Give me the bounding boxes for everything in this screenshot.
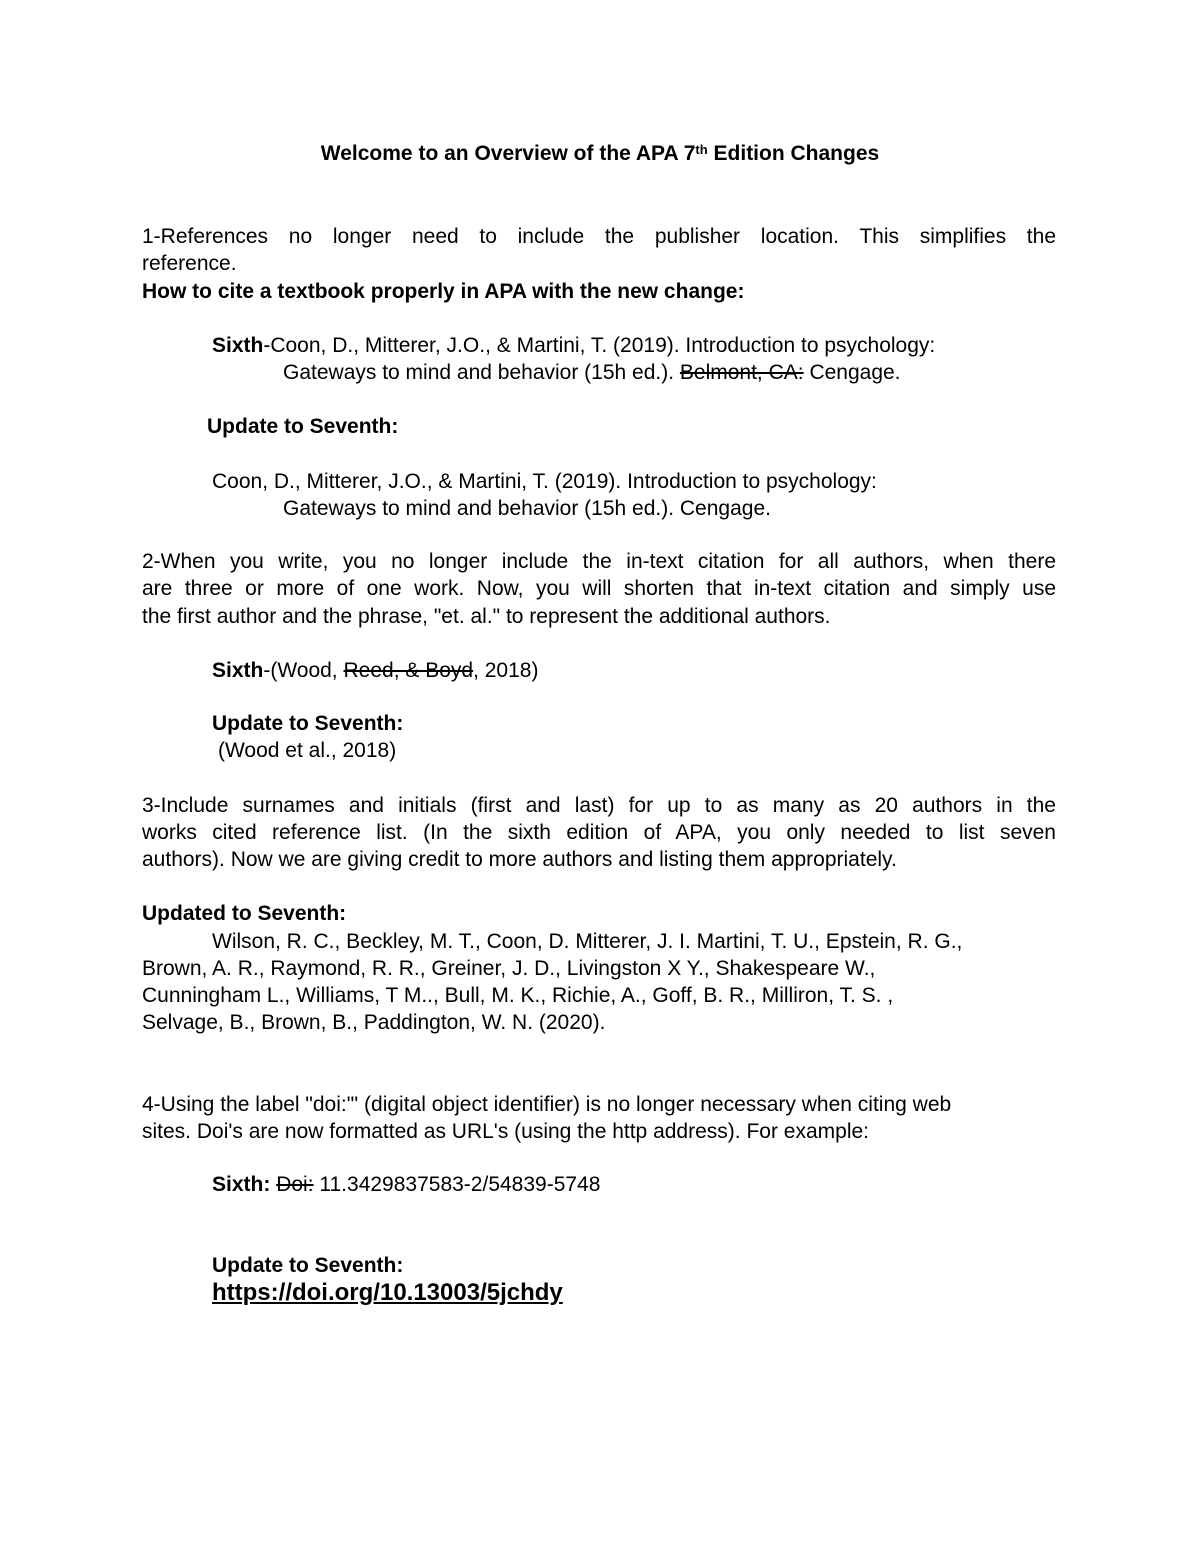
section2-seventh-example: (Wood et al., 2018) bbox=[218, 739, 397, 762]
struck-authors: Reed, & Boyd bbox=[343, 659, 474, 682]
section2-line2: are three or more of one work. Now, you will shorten that in-text citation and simply use bbox=[142, 577, 1056, 600]
section3-reference-line4: Selvage, B., Brown, B., Paddington, W. N. (2020). bbox=[142, 1011, 606, 1034]
title-superscript: th bbox=[695, 142, 708, 157]
section4-doi-link-line bbox=[212, 1279, 563, 1307]
section4-update-label: Update to Seventh: bbox=[212, 1254, 404, 1277]
section3-line2: works cited reference list. (In the sixth edition of APA, you only needed to list seven bbox=[142, 821, 1056, 844]
sixth-label: Sixth bbox=[212, 659, 264, 682]
sixth-citation-start: -(Wood, bbox=[263, 659, 344, 682]
struck-location: Belmont, CA: bbox=[679, 361, 804, 384]
section4-line2: sites. Doi's are now formatted as URL's (using the http address). For example: bbox=[142, 1120, 869, 1143]
section1-howto-heading: How to cite a textbook properly in APA with the new change: bbox=[142, 280, 745, 303]
section3-reference-line3: Cunningham L., Williams, T M.., Bull, M. K., Richie, A., Goff, B. R., Milliron, T. S. , bbox=[142, 984, 894, 1007]
section2-line1: 2-When you write, you no longer include the in-text citation for all authors, when there bbox=[142, 550, 1056, 573]
section2-sixth-example bbox=[212, 657, 538, 684]
section1-line1: 1-References no longer need to include the publisher location. This simplifies the bbox=[142, 225, 1056, 248]
section4-sixth-example bbox=[212, 1171, 600, 1198]
sixth-label: Sixth bbox=[212, 334, 264, 357]
section3-line1: 3-Include surnames and initials (first and last) for up to as many as 20 authors in the bbox=[142, 794, 1056, 817]
title-text: Welcome to an Overview of the APA 7 bbox=[320, 142, 696, 165]
section3-line3: authors). Now we are giving credit to more authors and listing them appropriately. bbox=[142, 848, 897, 871]
page-title bbox=[0, 140, 1200, 167]
doi-url-link[interactable]: https://doi.org/10.13003/5jchdy bbox=[212, 1279, 563, 1306]
sixth-citation-end: , 2018) bbox=[473, 659, 539, 682]
section1-seventh-line1: Coon, D., Mitterer, J.O., & Martini, T. (2019). Introduction to psychology: bbox=[212, 470, 877, 493]
section3-reference-line1: Wilson, R. C., Beckley, M. T., Coon, D. Mitterer, J. I. Martini, T. U., Epstein, R. G., bbox=[212, 930, 963, 953]
section4-line1: 4-Using the label "doi:"' (digital object identifier) is no longer necessary when citing web bbox=[142, 1093, 952, 1116]
struck-doi-label: Doi: bbox=[276, 1173, 314, 1196]
section1-update-label: Update to Seventh: bbox=[207, 415, 399, 438]
section2-update-label: Update to Seventh: bbox=[212, 712, 404, 735]
section1-seventh-line2: Gateways to mind and behavior (15h ed.). Cengage. bbox=[283, 497, 771, 520]
section2-line3: the first author and the phrase, "et. al." to represent the additional authors. bbox=[142, 605, 831, 628]
doi-value: 11.3429837583-2/54839-5748 bbox=[313, 1173, 601, 1196]
section1-line2: reference. bbox=[142, 252, 237, 275]
sixth-citation-line1: -Coon, D., Mitterer, J.O., & Martini, T. (2019). Introduction to psychology: bbox=[263, 334, 936, 357]
section1-sixth-example-line2 bbox=[283, 359, 901, 386]
section3-reference-line2: Brown, A. R., Raymond, R. R., Greiner, J. D., Livingston X Y., Shakespeare W., bbox=[142, 957, 876, 980]
title-text-end: Edition Changes bbox=[707, 142, 880, 165]
sixth-citation-line2: Gateways to mind and behavior (15h ed.). bbox=[283, 361, 680, 384]
sixth-label: Sixth: bbox=[212, 1173, 271, 1196]
sixth-citation-publisher: Cengage. bbox=[803, 361, 901, 384]
section1-sixth-example bbox=[212, 332, 935, 359]
section3-update-label: Updated to Seventh: bbox=[142, 902, 347, 925]
